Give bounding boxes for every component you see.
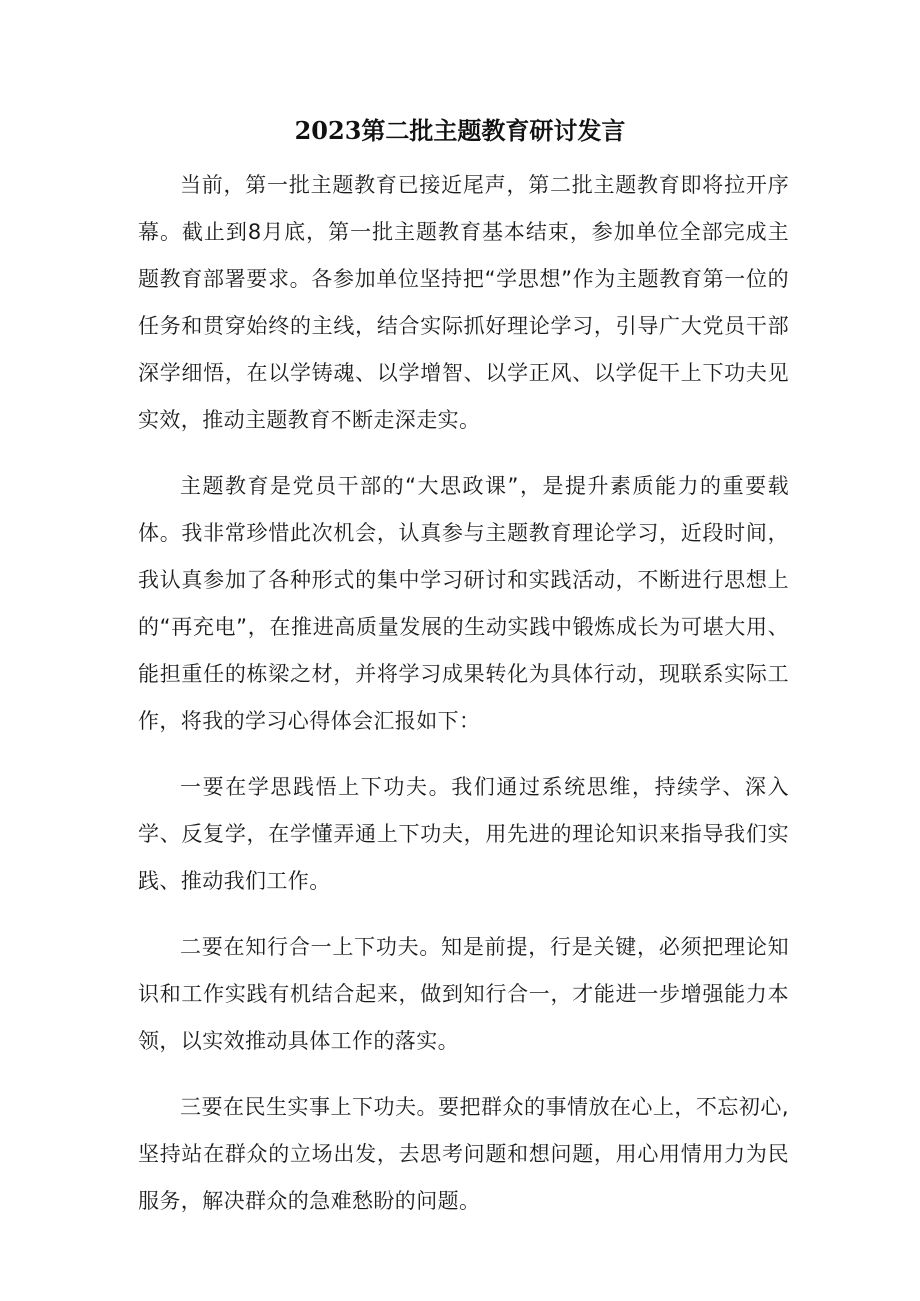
paragraph-4: 二要在知行合一上下功夫。知是前提，行是关键，必须把理论知识和工作实践有机结合起来，做到知行合一，才能进一步增强能力本领，以实效推动具体工作的落实。 <box>138 935 789 1053</box>
paragraph-5: 三要在民生实事上下功夫。要把群众的事情放在心上，不忘初心,坚持站在群众的立场出发，去思考问题和想问题，用心用情用力为民服务，解决群众的急难愁盼的问题。 <box>138 1095 789 1213</box>
paragraph-1: 当前，第一批主题教育已接近尾声，第二批主题教育即将拉开序幕。截止到8月底，第一批主题教育基本结束，参加单位全部完成主题教育部署要求。各参加单位坚持把“学思想”作为主题教育第一位的任务和贯穿始终的主线，结合实际抓好理论学习，引导广大党员干部深学细悟，在以学铸魂、以学增智、以学正风、以学促干上下功夫见实效，推动主题教育不断走深走实。 <box>138 173 789 432</box>
paragraph-2: 主题教育是党员干部的“大思政课”，是提升素质能力的重要载体。我非常珍惜此次机会，认真参与主题教育理论学习，近段时间，我认真参加了各种形式的集中学习研讨和实践活动，不断进行思想上的“再充电”，在推进高质量发展的生动实践中锻炼成长为可堪大用、能担重任的栋梁之材，并将学习成果转化为具体行动，现联系实际工作，将我的学习心得体会汇报如下： <box>138 474 789 733</box>
document-title: 2023第二批主题教育研讨发言 <box>294 116 626 145</box>
document-body <box>138 162 789 1244</box>
paragraph-3: 一要在学思践悟上下功夫。我们通过系统思维，持续学、深入学、反复学，在学懂弄通上下功夫，用先进的理论知识来指导我们实践、推动我们工作。 <box>138 775 789 893</box>
